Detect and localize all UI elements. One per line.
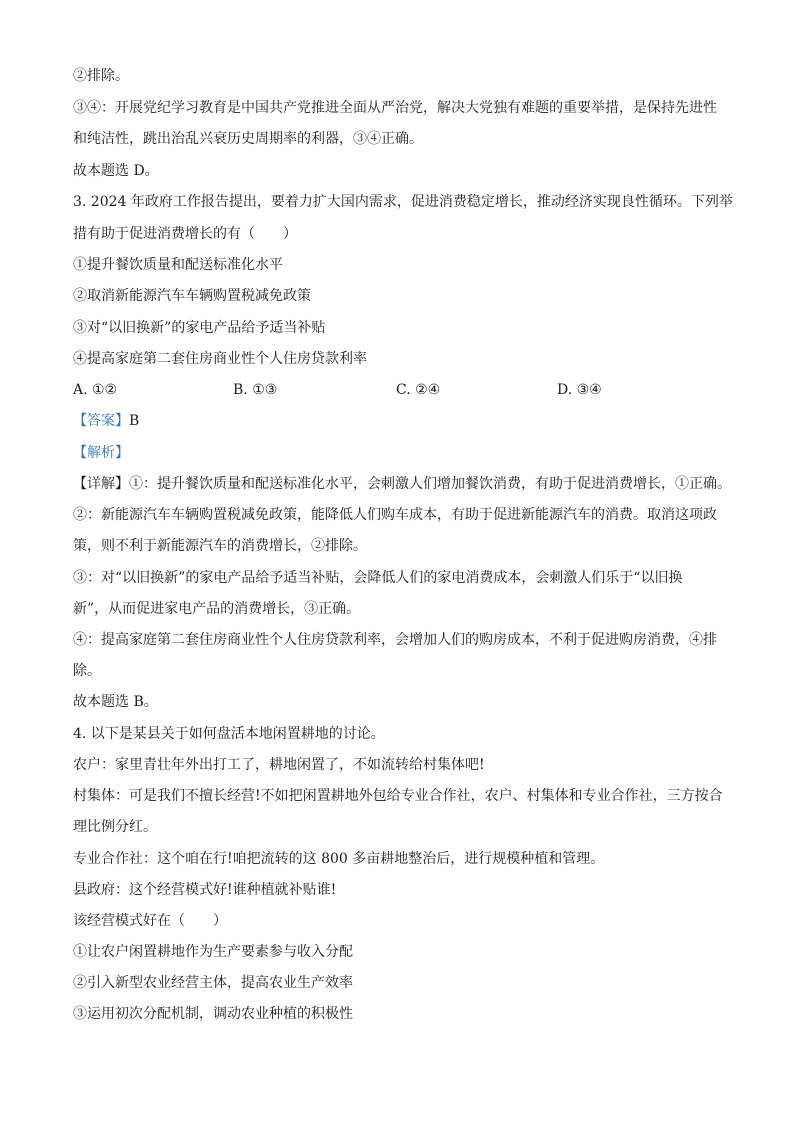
- q4-statement-2: ②引入新型农业经营主体，提高农业生产效率: [73, 975, 353, 991]
- dialogue-village-cont: 理比例分红。: [73, 819, 157, 835]
- analysis-line: [73, 443, 129, 463]
- text-line: ④：提高家庭第二套住房商业性个人住房贷款利率，会增加人们的购房成本，不利于促进购房消费，④排: [73, 632, 717, 648]
- text-line: 故本题选 B。: [73, 694, 158, 710]
- option-a: A. ①②: [73, 382, 118, 398]
- analysis-tag: 【解析】: [73, 445, 129, 461]
- question-3-stem-cont: 措有助于促进消费增长的有（ ）: [73, 226, 297, 242]
- option-d: D. ③④: [557, 382, 602, 398]
- statement-1: ①提升餐饮质量和配送标准化水平: [73, 257, 283, 273]
- answer-value: B: [129, 413, 140, 429]
- text-line: 新”，从而促进家电产品的消费增长，③正确。: [73, 601, 361, 617]
- dialogue-farmer: 农户：家里青壮年外出打工了，耕地闲置了，不如流转给村集体吧!: [73, 757, 485, 773]
- text-line: ③④：开展党纪学习教育是中国共产党推进全面从严治党，解决大党独有难题的重要举措，是保持先进性: [73, 100, 717, 116]
- statement-4: ④提高家庭第二套住房商业性个人住房贷款利率: [73, 351, 367, 367]
- text-line: ②：新能源汽车车辆购置税减免政策，能降低人们购车成本，有助于促进新能源汽车的消费。取消这项政: [73, 507, 717, 523]
- detail-tag: 【详解】: [73, 476, 129, 492]
- text-line: ③：对“以旧换新”的家电产品给予适当补贴，会降低人们的家电消费成本，会刺激人们乐于“以旧换: [73, 570, 683, 586]
- statement-2: ②取消新能源汽车车辆购置税减免政策: [73, 288, 311, 304]
- dialogue-cooperative: 专业合作社：这个咱在行!咱把流转的这 800 多亩耕地整治后，进行规模种植和管理。: [73, 851, 605, 867]
- question-3-stem: 3. 2024 年政府工作报告提出，要着力扩大国内需求，促进消费稳定增长，推动经济实现良性循环。下列举: [73, 194, 733, 210]
- detail-text: ①：提升餐饮质量和配送标准化水平，会刺激人们增加餐饮消费，有助于促进消费增长，①正确。: [129, 476, 731, 492]
- text-line: 策，则不利于新能源汽车的消费增长，②排除。: [73, 538, 367, 554]
- question-4-prompt: 该经营模式好在（ ）: [73, 913, 227, 929]
- text-line: 和纯洁性，跳出治乱兴衰历史周期率的利器，③④正确。: [73, 131, 423, 147]
- q4-statement-3: ③运用初次分配机制，调动农业种植的积极性: [73, 1006, 353, 1022]
- option-c: C. ②④: [396, 382, 441, 398]
- dialogue-village: 村集体：可是我们不擅长经营!不如把闲置耕地外包给专业合作社，农户、村集体和专业合作社，三方按合: [73, 788, 723, 804]
- text-line: 除。: [73, 663, 101, 679]
- dialogue-government: 县政府：这个经营模式好!谁种植就补贴谁!: [73, 882, 337, 898]
- answer-line: [73, 411, 139, 431]
- detail-line: [73, 474, 731, 494]
- text-line: ②排除。: [73, 68, 129, 84]
- statement-3: ③对“以旧换新”的家电产品给予适当补贴: [73, 320, 326, 336]
- option-b: B. ①③: [233, 382, 278, 398]
- q4-statement-1: ①让农户闲置耕地作为生产要素参与收入分配: [73, 944, 353, 960]
- text-line: 故本题选 D。: [73, 163, 159, 179]
- question-4-stem: 4. 以下是某县关于如何盘活本地闲置耕地的讨论。: [73, 726, 385, 742]
- answer-tag: 【答案】: [73, 413, 129, 429]
